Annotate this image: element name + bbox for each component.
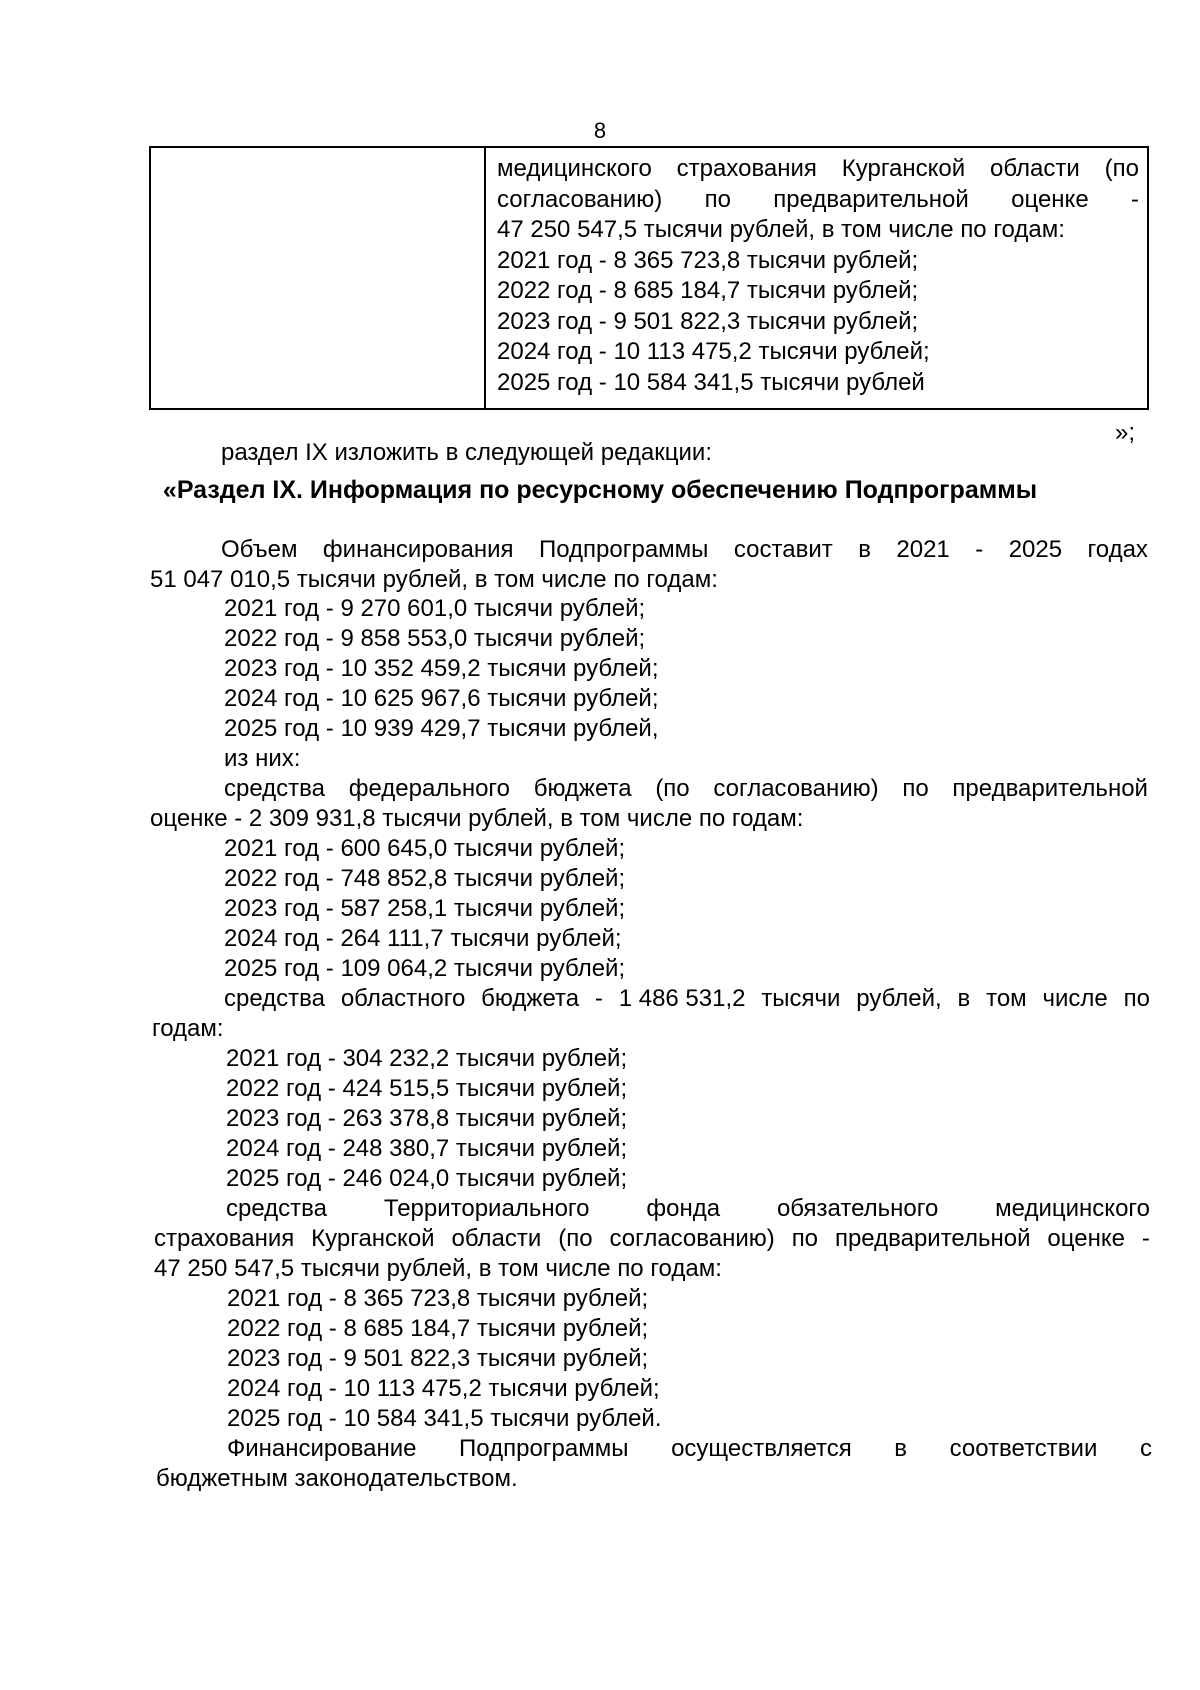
word: согласованию): [497, 185, 663, 213]
word: -: [1130, 185, 1139, 213]
word: медицинского: [497, 155, 652, 182]
word: числе: [1042, 985, 1108, 1012]
word: Подпрограммы: [459, 1435, 629, 1462]
table-left-cell: [151, 148, 486, 408]
paragraph-line: годам:: [152, 1015, 224, 1042]
word: по: [791, 1225, 819, 1252]
year-line: 2023 год - 10 352 459,2 тысячи рублей;: [224, 655, 659, 682]
year-line: 2025 год - 10 939 429,7 тысячи рублей,: [224, 715, 659, 742]
year-line: 2021 год - 304 232,2 тысячи рублей;: [226, 1045, 628, 1072]
word: (по: [558, 1225, 593, 1252]
word: Объем: [221, 536, 298, 563]
word: Подпрограммы: [538, 536, 709, 563]
word: тысячи: [761, 985, 841, 1012]
word: средства: [224, 985, 325, 1012]
word: 2021: [896, 536, 950, 563]
of-them-line: из них:: [224, 745, 301, 772]
paragraph-line: оценке - 2 309 931,8 тысячи рублей, в том числе по годам:: [150, 805, 804, 832]
word: оценке: [1011, 185, 1089, 213]
year-line: 2022 год - 424 515,5 тысячи рублей;: [226, 1075, 628, 1102]
year-line: 2021 год - 8 365 723,8 тысячи рублей;: [227, 1285, 649, 1312]
table-line: 47 250 547,5 тысячи рублей, в том числе по годам:: [497, 216, 1065, 243]
word: согласованию): [609, 1225, 775, 1252]
word: Финансирование: [227, 1435, 417, 1462]
word: 1 486 531,2: [618, 985, 746, 1012]
word: в: [858, 536, 871, 563]
table-line: 2022 год - 8 685 184,7 тысячи рублей;: [497, 277, 919, 304]
year-line: 2021 год - 600 645,0 тысячи рублей;: [224, 835, 626, 862]
word: годах: [1087, 536, 1148, 563]
year-line: 2023 год - 263 378,8 тысячи рублей;: [226, 1105, 628, 1132]
word: согласованию): [713, 775, 879, 802]
year-line: 2025 год - 10 584 341,5 тысячи рублей.: [227, 1405, 662, 1432]
word: -: [975, 536, 984, 563]
table-line: 2024 год - 10 113 475,2 тысячи рублей;: [497, 338, 930, 365]
paragraph-line-justified: [154, 1224, 1150, 1254]
year-line: 2024 год - 10 113 475,2 тысячи рублей;: [227, 1375, 660, 1402]
paragraph-line: 47 250 547,5 тысячи рублей, в том числе по годам:: [154, 1255, 722, 1282]
year-line: 2023 год - 9 501 822,3 тысячи рублей;: [227, 1345, 649, 1372]
year-line: 2024 год - 264 111,7 тысячи рублей;: [224, 925, 622, 952]
table-line: 2023 год - 9 501 822,3 тысячи рублей;: [497, 307, 919, 335]
word: финансирования: [322, 536, 514, 563]
paragraph-line: 51 047 010,5 тысячи рублей, в том числе по годам:: [150, 566, 718, 593]
word: с: [1139, 1435, 1152, 1462]
word: по: [902, 775, 929, 802]
word: фонда: [646, 1195, 721, 1222]
paragraph-line-justified: [224, 984, 1150, 1014]
word: областного: [340, 985, 466, 1012]
word: -: [1141, 1225, 1150, 1252]
word: (по: [1104, 155, 1139, 182]
word: предварительной: [834, 1225, 1031, 1252]
table-line: 2021 год - 8 365 723,8 тысячи рублей;: [497, 246, 919, 274]
table-line: 2025 год - 10 584 341,5 тысячи рублей: [497, 368, 925, 396]
word: области: [451, 1225, 542, 1252]
word: страхования: [154, 1225, 295, 1252]
year-line: 2022 год - 748 852,8 тысячи рублей;: [224, 865, 626, 892]
word: рублей,: [856, 985, 942, 1012]
word: -: [594, 985, 603, 1012]
word: бюджета: [533, 775, 632, 802]
paragraph-line-justified: [221, 535, 1148, 565]
table-line-justified: [497, 154, 1139, 185]
intro-line: раздел IX изложить в следующей редакции:: [221, 439, 712, 466]
word: в: [957, 985, 971, 1012]
word: федерального: [348, 775, 510, 802]
word: по: [704, 185, 731, 213]
word: медицинского: [995, 1195, 1150, 1222]
paragraph-line: бюджетным законодательством.: [156, 1465, 518, 1492]
section-heading: «Раздел IX. Информация по ресурсному обеспечению Подпрограммы: [162, 476, 1038, 504]
word: предварительной: [952, 775, 1148, 802]
word: области: [990, 155, 1080, 182]
word: средства: [226, 1195, 327, 1222]
year-line: 2025 год - 246 024,0 тысячи рублей;: [226, 1165, 628, 1192]
word: соответствии: [949, 1435, 1098, 1462]
word: Территориального: [383, 1195, 590, 1222]
continuation-table: [149, 146, 1149, 410]
year-line: 2023 год - 587 258,1 тысячи рублей;: [224, 895, 626, 922]
paragraph-line-justified: [227, 1434, 1152, 1464]
paragraph-line-justified: [226, 1194, 1150, 1224]
word: бюджета: [481, 985, 580, 1012]
word: (по: [655, 775, 690, 802]
paragraph-line-justified: [224, 774, 1148, 804]
word: в: [894, 1435, 908, 1462]
closing-quote: »;: [1115, 419, 1136, 446]
table-right-cell: [497, 154, 1139, 398]
word: средства: [224, 775, 325, 802]
word: страхования: [676, 155, 817, 182]
word: по: [1123, 985, 1150, 1012]
word: Курганской: [841, 155, 966, 182]
word: осуществляется: [671, 1435, 852, 1462]
page-number: 8: [593, 118, 607, 143]
year-line: 2022 год - 9 858 553,0 тысячи рублей;: [224, 625, 646, 652]
year-line: 2024 год - 248 380,7 тысячи рублей;: [226, 1135, 628, 1162]
year-line: 2022 год - 8 685 184,7 тысячи рублей;: [227, 1315, 649, 1342]
word: обязательного: [776, 1195, 939, 1222]
word: оценке: [1047, 1225, 1125, 1252]
year-line: 2025 год - 109 064,2 тысячи рублей;: [224, 955, 626, 982]
word: предварительной: [773, 185, 969, 213]
table-line-justified: [497, 185, 1139, 216]
word: составит: [733, 536, 833, 563]
word: 2025: [1008, 536, 1063, 563]
year-line: 2024 год - 10 625 967,6 тысячи рублей;: [224, 685, 659, 712]
word: Курганской: [311, 1225, 435, 1252]
year-line: 2021 год - 9 270 601,0 тысячи рублей;: [224, 595, 646, 622]
word: том: [986, 985, 1027, 1012]
